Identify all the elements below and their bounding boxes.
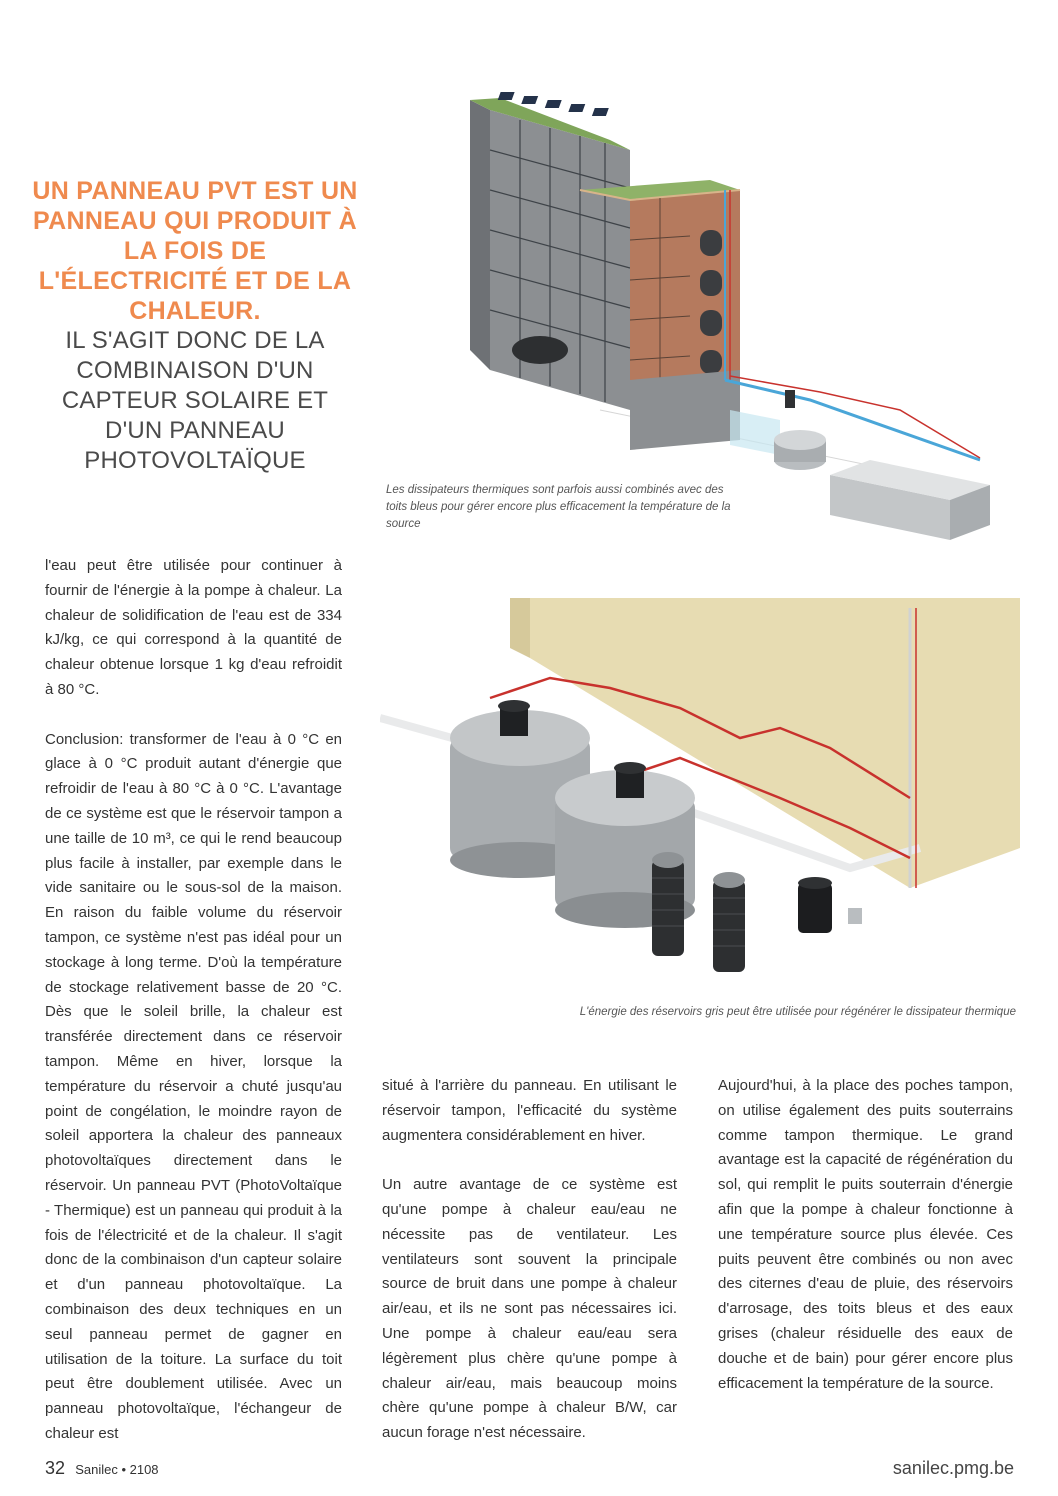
body-column-left (45, 554, 342, 1447)
body-column-right (718, 1074, 1013, 1396)
body-column-middle (382, 1074, 677, 1446)
pull-quote (30, 176, 360, 476)
tanks-illustration (380, 598, 1020, 998)
paragraph: Un autre avantage de ce système est qu'une pompe à chaleur eau/eau ne nécessite pas de ventilateur. Les ventilateurs sont souvent la principale source de bruit dans une pompe à chaleur air/eau, et ils ne sont pas nécessaires ici. Une pompe à chaleur eau/eau sera légèrement plus chère qu'une pompe à chaleur air/eau, mais beaucoup moins chère qu'une pompe à chaleur B/W, car aucun forage n'est nécessaire. (382, 1176, 677, 1442)
paragraph: l'eau peut être utilisée pour continuer à fournir de l'énergie à la pompe à chaleur. La chaleur de solidification de l'eau est de 334 kJ/kg, ce qui correspond à la quantité de chaleur obtenue lorsque 1 kg d'eau refroidit à 80 °C. (45, 557, 342, 698)
footer-folio (45, 1458, 159, 1479)
paragraph: situé à l'arrière du panneau. En utilisant le réservoir tampon, l'efficacité du système augmentera considérablement en hiver. (382, 1077, 677, 1144)
pull-quote-rest: IL S'AGIT DONC DE LA COMBINAISON D'UN CAPTEUR SOLAIRE ET D'UN PANNEAU PHOTOVOLTAÏQUE (61, 327, 329, 474)
publication-name: Sanilec • 2108 (75, 1462, 159, 1477)
paragraph: Conclusion: transformer de l'eau à 0 °C en glace à 0 °C produit autant d'énergie que refroidir de l'eau à 80 °C à 0 °C. L'avantage de ce système est que le réservoir tampon a une taille de 10 m³, ce qui le rend beaucoup plus facile à installer, par exemple dans le vide sanitaire ou le sous-sol de la maison. En raison du faible volume du réservoir tampon, ce système n'est pas idéal pour un stockage à long terme. D'où la température de stockage relativement basse de 20 °C. Dès que le soleil brille, la chaleur est transférée directement dans ce réservoir tampon. Même en hiver, lorsque la température du réservoir a chuté jusqu'au point de congélation, le moindre rayon de soleil apportera la chaleur des panneaux photovoltaïques directement dans le réservoir. Un panneau PVT (PhotoVoltaïque - Thermique) est un panneau qui produit à la fois de l'électricité et de la chaleur. Il s'agit donc de la combinaison d'un capteur solaire et d'un panneau photovoltaïque. La combinaison des deux techniques en un seul panneau permet de gagner en utilisation de la toiture. La surface du toit peut être doublement utilisée. Avec un panneau photovoltaïque, l'échangeur de chaleur est (45, 730, 342, 1442)
paragraph: Aujourd'hui, à la place des poches tampon, on utilise également des puits souterrains comme tampon thermique. Le grand avantage est la capacité de régénération du sol, qui remplit le puits souterrain d'énergie afin que la pompe à chaleur fonctionne à une température source plus élevée. Ces puits peuvent être combinés ou non avec des citernes d'eau de pluie, des réservoirs d'arrosage, des toits bleus et des eaux grises (chaleur résiduelle des eaux de douche et de bain) pour gérer encore plus efficacement la température de la source. (718, 1077, 1013, 1392)
page-number: 32 (45, 1458, 66, 1478)
pull-quote-accent: UN PANNEAU PVT EST UN PANNEAU QUI PRODUIT À LA FOIS DE L'ÉLECTRICITÉ ET DE LA CHALEUR. (32, 177, 358, 325)
tanks-caption: L'énergie des réservoirs gris peut être utilisée pour régénérer le dissipateur thermique (579, 1006, 1016, 1018)
website-link[interactable]: sanilec.pmg.be (892, 1458, 1014, 1478)
building-caption: Les dissipateurs thermiques sont parfois aussi combinés avec des toits bleus pour gérer encore plus efficacement la température de la source (386, 484, 731, 530)
